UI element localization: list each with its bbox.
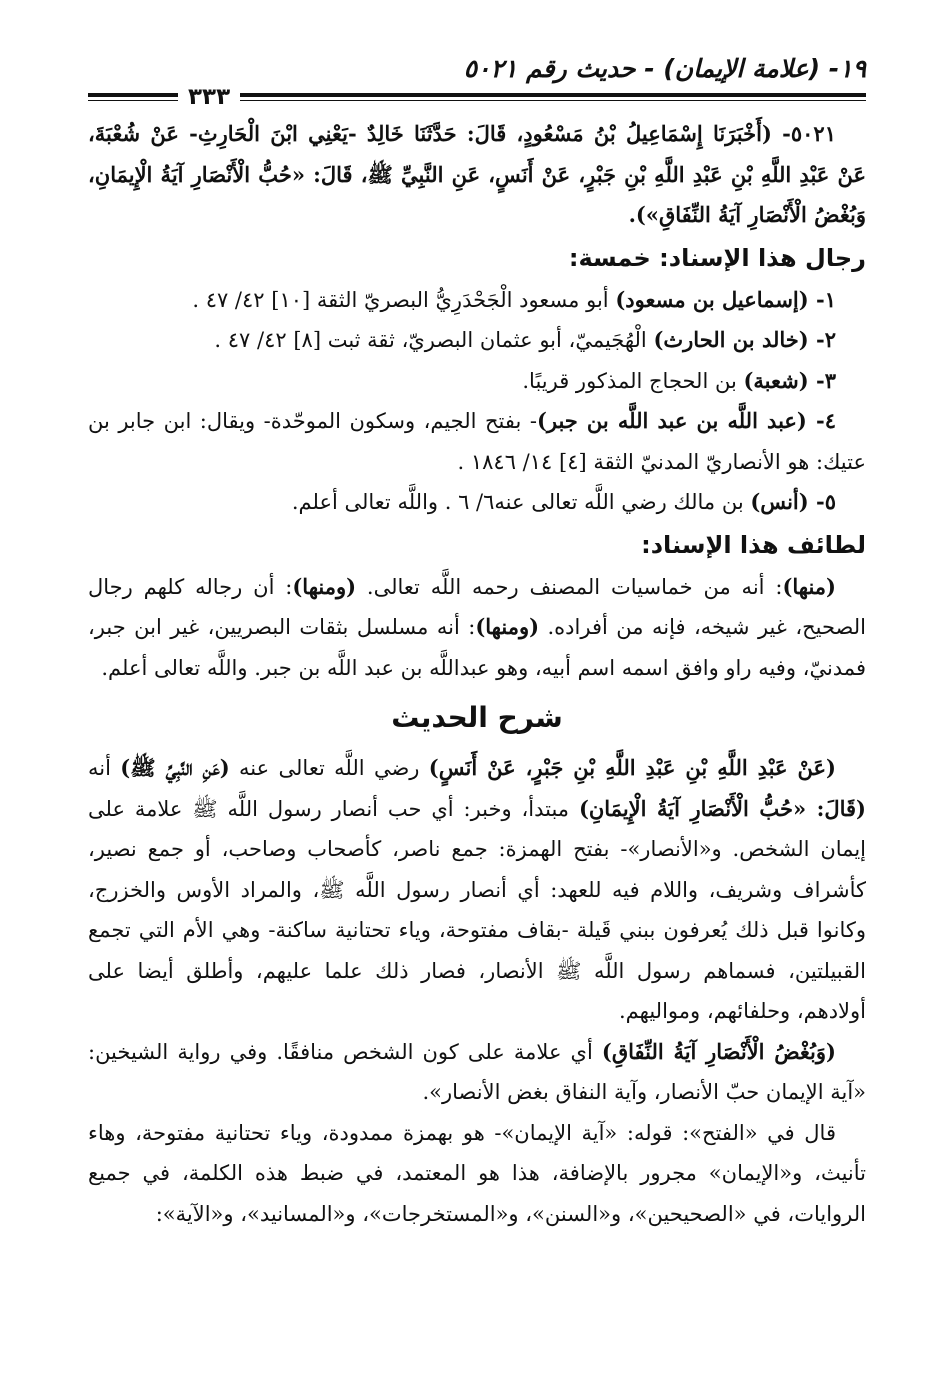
sharh-paragraph-1 [88, 748, 866, 1032]
page-number: ٣٣٣ [188, 84, 231, 110]
running-header [88, 54, 866, 84]
sharh-paragraph-2 [88, 1032, 866, 1113]
narrator-name: ٤- (عبد اللَّه بن عبد اللَّه بن جبر) [536, 408, 837, 433]
lataif-marker: (ومنها) [475, 614, 540, 639]
narrator-desc: بن الحجاج المذكور قريبًا. [522, 368, 744, 393]
header-rule-long [240, 93, 866, 101]
narrator-desc: أبو مسعود الْجَحْدَرِيُّ البصريّ الثقة [١٠] ٤٢/ ٤٧ . [192, 287, 616, 312]
narrator-name: ٢- (خالد بن الحارث) [653, 327, 836, 352]
narrator-item [88, 401, 866, 482]
narrator-item [88, 482, 866, 523]
page-body [88, 114, 866, 1234]
narrator-desc: بن مالك رضي اللَّه تعالى عنه٦/ ٦ . واللَّه تعالى أعلم. [291, 490, 751, 514]
quoted-phrase: (عَنْ عَبْدِ اللَّهِ بْنِ عَبْدِ اللَّهِ بْنِ جَبْرٍ، عَنْ أَنَسٍ) [428, 755, 836, 780]
quoted-phrase: (قَالَ: «حُبُّ الْأَنْصَارِ آيَةُ الْإِيمَانِ) [578, 795, 866, 821]
narrator-desc: - بفتح الجيم، وسكون الموحّدة- ويقال: ابن جابر بن عتيك: هو الأنصاريّ المدنيّ الثقة [٤] ١٤/ ١٨٤٦ . [88, 409, 866, 474]
narrator-item [88, 280, 866, 321]
narrator-name: ١- (إسماعيل بن مسعود) [615, 286, 836, 312]
sharh-paragraph-3: قال في «الفتح»: قوله: «آية الإيمان»- هو بهمزة ممدودة، وياء تحتانية مفتوحة، وهاء تأنيث، و«الإيمان» مجرور بالإضافة، هذا هو المعتمد، في ضبط هذه الكلمة، في جميع الروايات، في «الصحيحين»، و«السنن»، و«المستخرجات»، و«المسانيد»، و«الآية»: [88, 1120, 866, 1226]
narrators-heading: رجال هذا الإسناد: خمسة: [568, 243, 866, 272]
hadith-body: (أَخْبَرَنَا إِسْمَاعِيلُ بْنُ مَسْعُودٍ، قَالَ: حَدَّثَنَا خَالِدٌ -يَعْنِي ابْنَ الْحَارِثِ- عَنْ شُعْبَةَ، عَنْ عَبْدِ اللَّهِ بْنِ عَبْدِ اللَّهِ بْنِ جَبْرٍ، عَنْ أَنَسٍ، عَنِ النَّبِيِّ ﷺ، قَالَ: «حُبُّ الْأَنْصَارِ آيَةُ الْإِيمَانِ، وَبُغْضُ الْأَنْصَارِ آيَةُ النِّفَاقِ»). [88, 121, 866, 227]
lataif-sentence: : أن رجاله كلهم رجال الصحيح، غير شيخه، فإنه من أفراده. [88, 574, 866, 639]
lataif-sentence: : أنه مسلسل بثقات البصريين، غير ابن جبر، فمدنيّ، وفيه راو وافق اسمه اسم أبيه، وهو عبداللَّه بن عبد اللَّه بن جبر. واللَّه تعالى أعلم. [88, 615, 866, 680]
lataif-heading: لطائف هذا الإسناد: [641, 530, 866, 559]
commentary: أنه [88, 756, 121, 780]
lataif-marker: (ومنها) [292, 573, 357, 599]
narrator-name: ٥- (أنس) [750, 489, 836, 514]
commentary: رضي اللَّه تعالى عنه [229, 756, 429, 780]
lataif-marker: (منها) [782, 573, 836, 599]
lataif-sentence: : أنه من خماسيات المصنف رحمه اللَّه تعالى. [356, 574, 783, 599]
sharh-heading: شرح الحديث [391, 701, 563, 734]
quoted-phrase: (عَنِ النَّبِيِّ ﷺ) [120, 755, 230, 780]
narrator-name: ٣- (شعبة) [743, 367, 836, 393]
commentary: مبتدأ، وخبر: أي حب أنصار رسول اللَّه ﷺ علامة على إيمان الشخص. و«الأنصار»- بفتح الهمزة: جمع ناصر، كأصحاب وصاحب، أو جمع نصير، كأشراف وشريف، واللام فيه للعهد: أي أنصار رسول اللَّه ﷺ، والمراد الأوس والخزرج، وكانوا قبل ذلك يُعرفون ببني قَيلة -بقاف مفتوحة، وياء تحتانية ساكنة- وهي الأم التي تجمع القبيلتين، فسماهم رسول اللَّه ﷺ الأنصار، فصار ذلك علما عليهم، وأطلق أيضا على أولادهم، وحلفائهم، ومواليهم. [88, 796, 866, 1023]
narrator-desc: الْهُجَيميّ، أبو عثمان البصريّ، ثقة ثبت [٨] ٤٢/ ٤٧ . [214, 328, 654, 352]
hadith-number: ٥٠٢١- [771, 121, 836, 146]
quoted-phrase: (وَبُغْضُ الْأَنْصَارِ آيَةُ النِّفَاقِ) [601, 1038, 836, 1064]
header-rule [88, 84, 866, 110]
chapter-title: ١٩- (علامة الإيمان) - حديث رقم ٥٠٢١ [463, 54, 866, 83]
header-rule-short [88, 93, 178, 101]
hadith-text [88, 114, 866, 236]
commentary: أي علامة على كون الشخص منافقًا. وفي رواية الشيخين: «آية الإيمان حبّ الأنصار، وآية النفاق بغض الأنصار». [88, 1039, 866, 1104]
lataif-text [88, 567, 866, 689]
narrator-item [88, 320, 866, 361]
narrator-item [88, 361, 866, 402]
